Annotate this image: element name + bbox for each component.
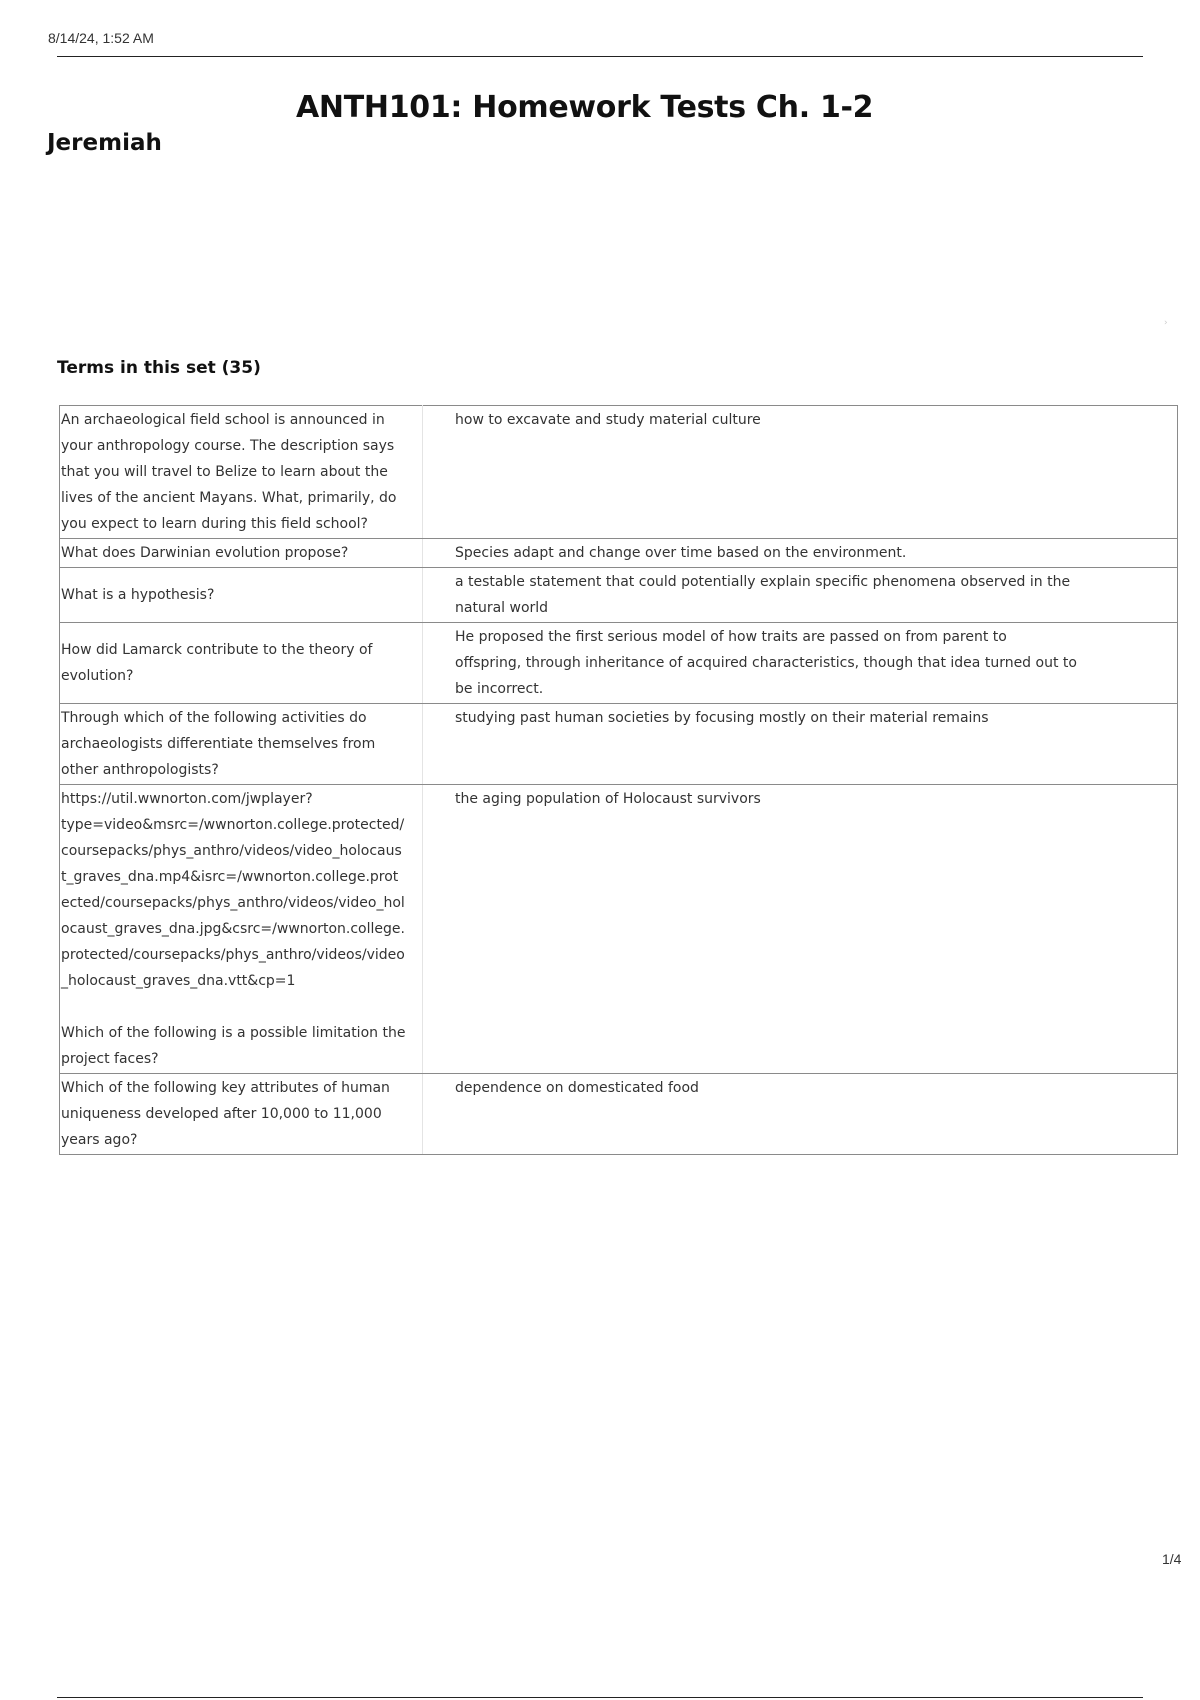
term-cell: Which of the following key attributes of human uniqueness developed after 10,000 to 11,000 years ago? [60,1074,423,1155]
definition-cell: Species adapt and change over time based on the environment. [423,539,1178,568]
table-row [60,406,1178,539]
table-row [60,568,1178,623]
table-row [60,704,1178,785]
definition-cell: dependence on domesticated food [423,1074,1178,1155]
definition-cell: He proposed the first serious model of how traits are passed on from parent to offspring, through inheritance of acquired characteristics, though that idea turned out to be incorrect. [423,623,1178,704]
table-row [60,785,1178,1074]
page-title: ANTH101: Homework Tests Ch. 1-2 [296,90,874,125]
header-rule [57,56,1143,57]
table-row [60,1074,1178,1155]
table-row [60,539,1178,568]
tiny-marker: › [1164,318,1168,328]
author-name: Jeremiah [47,130,162,156]
definition-cell: the aging population of Holocaust survivors [423,785,1178,1074]
page-number: 1/4 [1162,1551,1182,1567]
terms-table [59,405,1178,1155]
term-cell: https://util.wwnorton.com/jwplayer?type=video&msrc=/wwnorton.college.protected/coursepacks/phys_anthro/videos/video_holocaust_graves_dna.mp4&isrc=/wwnorton.college.protected/coursepacks/phys_anthro/videos/video_holocaust_graves_dna.jpg&csrc=/wwnorton.college.protected/coursepacks/phys_anthro/videos/video_holocaust_graves_dna.vtt&cp=1 Which of the following is a possible limitation the project faces? [60,785,423,1074]
term-cell: An archaeological field school is announced in your anthropology course. The description says that you will travel to Belize to learn about the lives of the ancient Mayans. What, primarily, do you expect to learn during this field school? [60,406,423,539]
table-row [60,623,1178,704]
term-cell: Through which of the following activities do archaeologists differentiate themselves from other anthropologists? [60,704,423,785]
definition-cell: a testable statement that could potentially explain specific phenomena observed in the natural world [423,568,1178,623]
definition-cell: how to excavate and study material culture [423,406,1178,539]
term-cell: How did Lamarck contribute to the theory of evolution? [60,623,423,704]
footer-rule [57,1697,1143,1698]
print-timestamp: 8/14/24, 1:52 AM [48,30,154,46]
term-cell: What is a hypothesis? [60,568,423,623]
term-cell: What does Darwinian evolution propose? [60,539,423,568]
definition-cell: studying past human societies by focusing mostly on their material remains [423,704,1178,785]
terms-heading: Terms in this set (35) [57,358,261,378]
